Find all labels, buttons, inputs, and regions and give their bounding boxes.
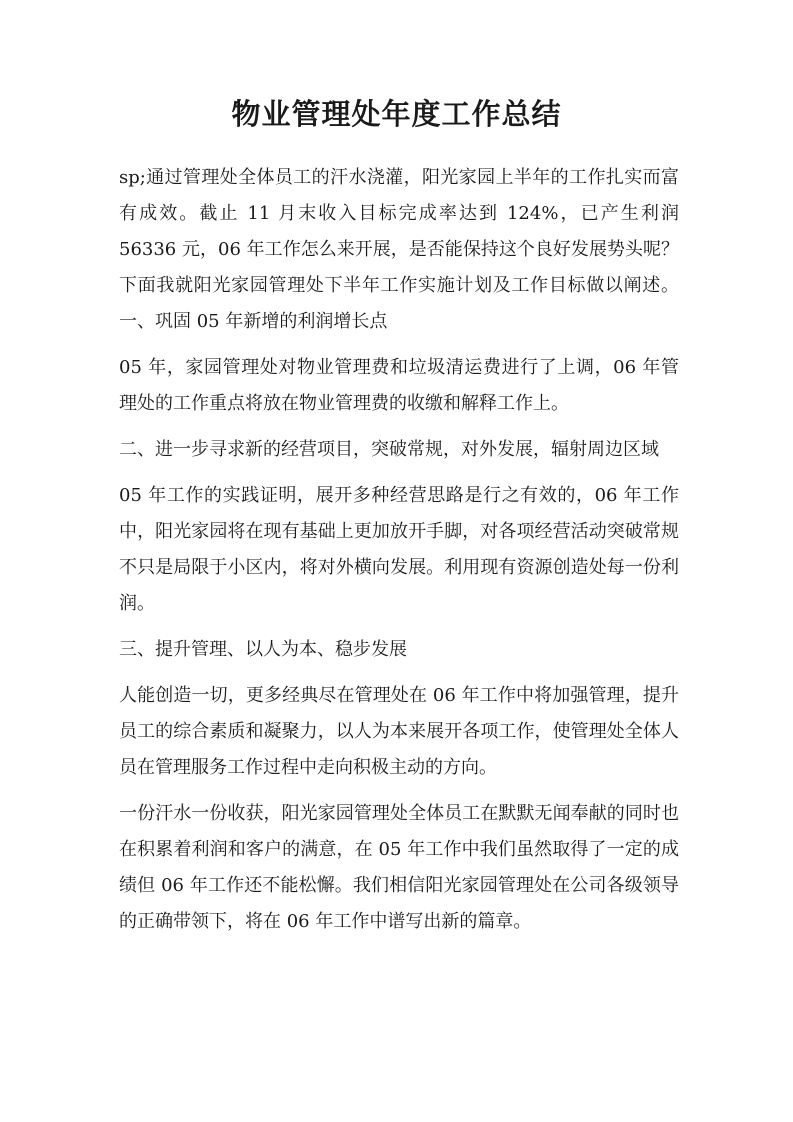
- section-heading-2: 二、进一步寻求新的经营项目，突破常规，对外发展，辐射周边区域: [119, 439, 659, 460]
- document-title: 物业管理处年度工作总结: [231, 97, 562, 131]
- paragraph-intro: sp;通过管理处全体员工的汗水浇灌，阳光家园上半年的工作扎实而富有成效。截止 11 月末收入目标完成率达到 124%，已产生利润 56336 元，06 年工作怎么来开展，是否能保持这个良好发展势头呢？下面我就阳光家园管理处下半年工作实施计划及工作目标做以阐述。一、巩固 05 年新增的利润增长点: [119, 167, 679, 332]
- section-heading-3: 三、提升管理、以人为本、稳步发展: [119, 639, 407, 660]
- paragraph-business-expansion: 05 年工作的实践证明，展开多种经营思路是行之有效的，06 年工作中，阳光家园将在现有基础上更加放开手脚，对各项经营活动突破常规不只是局限于小区内，将对外横向发展。利用现有资源创造处每一份利润。: [119, 485, 679, 614]
- paragraph-conclusion: 一份汗水一份收获，阳光家园管理处全体员工在默默无闻奉献的同时也在积累着利润和客户的满意，在 05 年工作中我们虽然取得了一定的成绩但 06 年工作还不能松懈。我们相信阳光家园管理处在公司各级领导的正确带领下，将在 06 年工作中谱写出新的篇章。: [119, 803, 679, 932]
- document-body: [119, 160, 679, 950]
- paragraph-management: 人能创造一切，更多经典尽在管理处在 06 年工作中将加强管理，提升员工的综合素质和凝聚力，以人为本来展开各项工作，使管理处全体人员在管理服务工作过程中走向积极主动的方向。: [119, 685, 679, 778]
- paragraph-fee-adjustment: 05 年，家园管理处对物业管理费和垃圾清运费进行了上调，06 年管理处的工作重点将放在物业管理费的收缴和解释工作上。: [119, 357, 679, 414]
